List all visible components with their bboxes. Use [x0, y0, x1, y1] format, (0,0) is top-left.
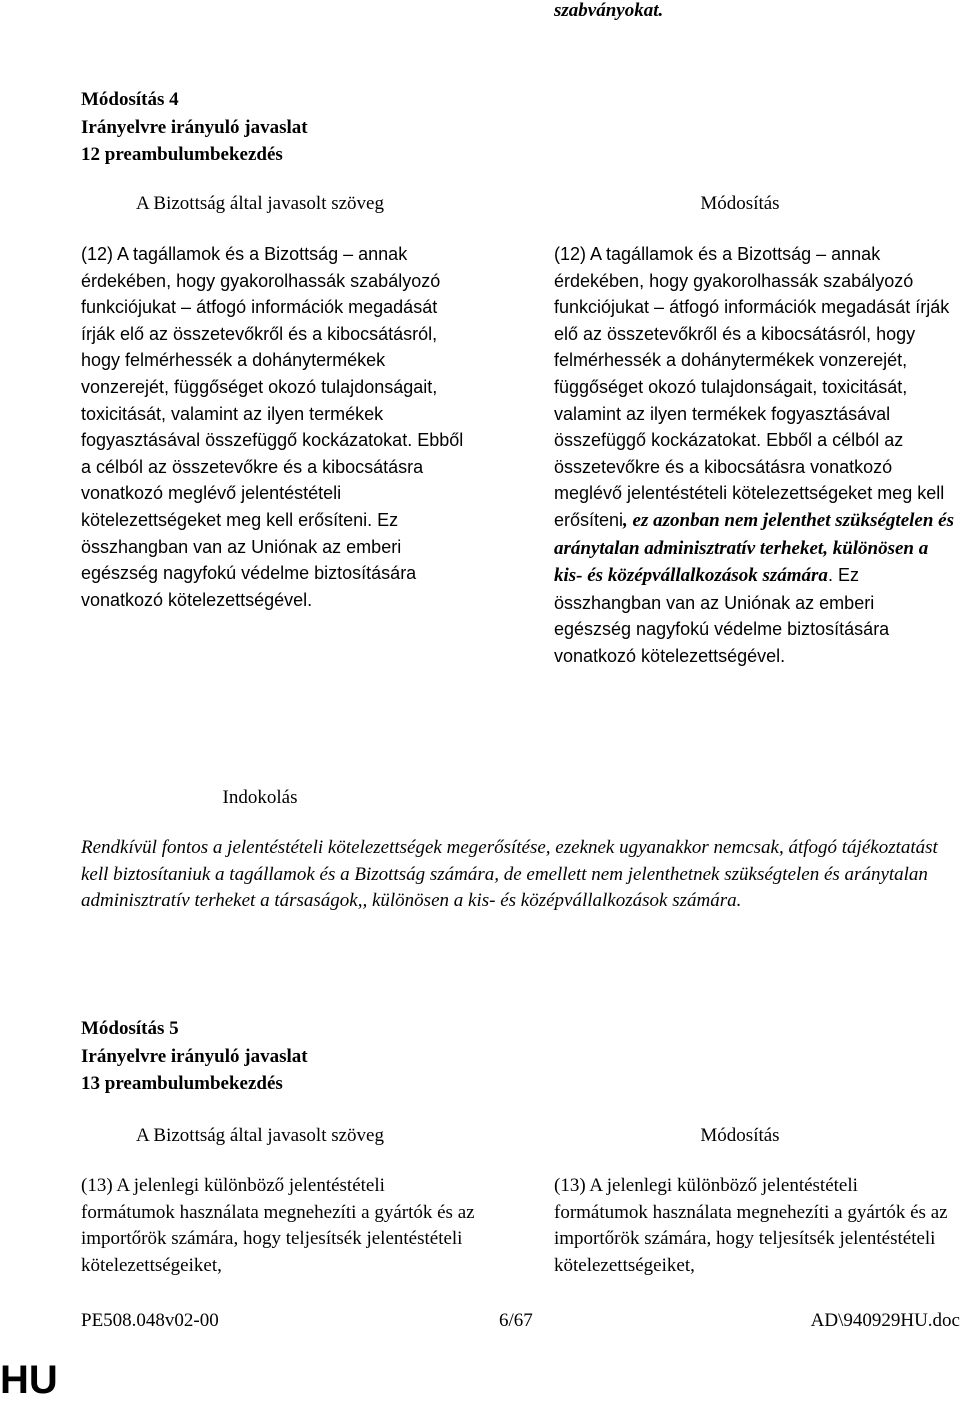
amendment-5-heading [81, 1016, 308, 1099]
amendment-header: Módosítás [700, 193, 780, 214]
previous-page-tail: szabványokat. [554, 0, 664, 21]
recital-label: 13 preambulumbekezdés [81, 1073, 283, 1094]
commission-text: (13) A jelenlegi különböző jelentéstételi formátumok használata megnehezíti a gyártók és az importőrök számára, hogy teljesítsék jelentéstételi kötelezettségeiket, [81, 1175, 475, 1276]
commission-text-header: A Bizottság által javasolt szöveg [135, 1125, 384, 1146]
commission-text: (12) A tagállamok és a Bizottság – annak érdekében, hogy gyakorolhassák szabályozó funkciójukat – átfogó információk megadását írják elő az összetevőkről és a kibocsátásról, hogy felmérhessék a dohánytermékek vonzerejét, függőséget okozó tulajdonságait, toxicitását, valamint az ilyen termékek fogyasztásával összefüggő kockázatokat. Ebből a célból az összetevőkre és a kibocsátásra vonatkozó meglévő jelentéstételi kötelezettségeket meg kell erősíteni. Ez összhangban van az Uniónak az emberi egészség nagyfokú védelme biztosítására vonatkozó kötelezettségével. [81, 244, 464, 610]
amended-text-unchanged: (12) A tagállamok és a Bizottság – annak érdekében, hogy gyakorolhassák szabályozó funkciójukat – átfogó információk megadását írják elő az összetevőkről és a kibocsátásról, hogy felmérhessék a dohánytermékek vonzerejét, függőséget okozó tulajdonságait, toxicitását, valamint az ilyen termékek fogyasztásával összefüggő kockázatokat. Ebből a célból az összetevőkre és a kibocsátásra vonatkozó meglévő jelentéstételi kötelezettségeket meg kell erősíteni [554, 244, 950, 530]
amendment-number: Módosítás 4 [81, 89, 179, 110]
page-number: 6/67 [499, 1310, 533, 1331]
document-reference: PE508.048v02-00 [81, 1310, 219, 1331]
proposal-label: Irányelvre irányuló javaslat [81, 1045, 308, 1067]
amended-text-insertion: , ez azonban nem jelenthet szükségtelen és aránytalan adminisztratív terheket, különösen a kis- és középvállalkozások számára [554, 509, 954, 587]
amendment-4-heading [81, 87, 308, 170]
proposal-label: Irányelvre irányuló javaslat [81, 116, 308, 138]
language-code: HU [0, 1358, 58, 1402]
amended-text: (13) A jelenlegi különböző jelentéstételi formátumok használata megnehezíti a gyártók és az importőrök számára, hogy teljesítsék jelentéstételi kötelezettségeiket, [554, 1175, 948, 1276]
amended-text-tail: . Ez összhangban van az Uniónak az emberi egészség nagyfokú védelme biztosítására vonatkozó kötelezettségével. [554, 565, 890, 666]
amendment-number: Módosítás 5 [81, 1018, 179, 1039]
commission-text-header: A Bizottság által javasolt szöveg [135, 193, 384, 214]
page-footer [81, 1308, 960, 1338]
justification-title: Indokolás [222, 787, 298, 808]
recital-label: 12 preambulumbekezdés [81, 144, 283, 165]
amended-text [554, 241, 954, 670]
file-name: AD\940929HU.doc [810, 1310, 960, 1331]
amendment-header: Módosítás [700, 1125, 780, 1146]
justification-text: Rendkívül fontos a jelentéstételi kötelezettségek megerősítése, ezeknek ugyanakkor nemcsak, átfogó tájékoztatást kell biztosítaniuk a tagállamok és a Bizottság számára, de emellett nem jelenthetnek szükségtelen és aránytalan adminisztratív terheket a társaságok,, különösen a kis- és középvállalkozások számára. [81, 837, 938, 912]
